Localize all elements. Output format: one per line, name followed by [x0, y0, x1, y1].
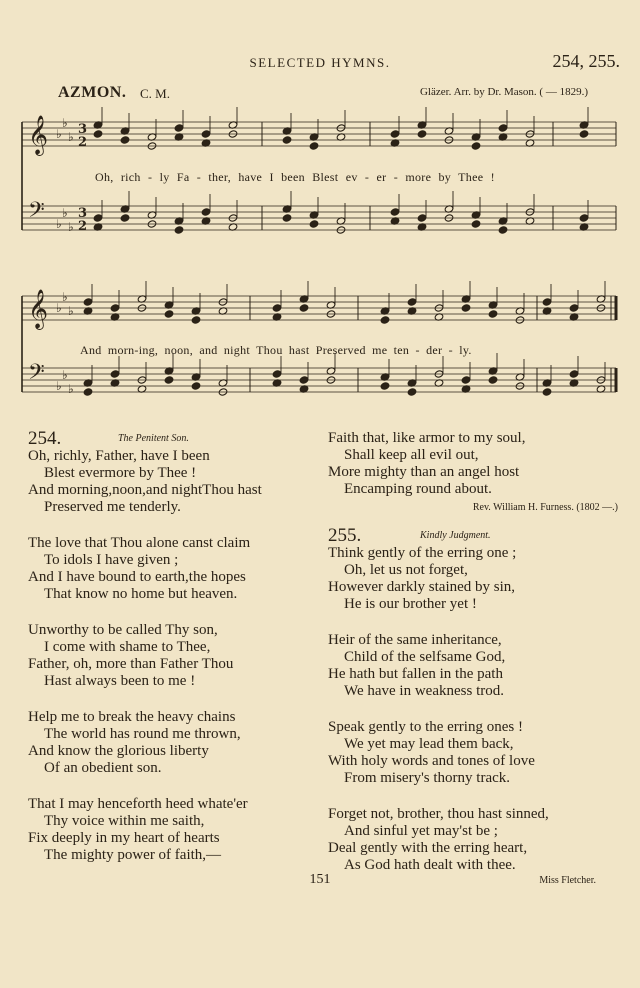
note-head [309, 142, 319, 150]
flat-icon: ♭ [62, 116, 68, 130]
verse-line: Thy voice within me saith, [44, 813, 205, 829]
tune-credit: Gläzer. Arr. by Dr. Mason. ( — 1829.) [419, 86, 588, 98]
time-signature: 3 [78, 122, 88, 137]
note-head [471, 142, 481, 150]
note-head [201, 208, 211, 216]
note-head [471, 220, 481, 228]
note-head [579, 130, 589, 138]
verse-line: And I have bound to earth,the hopes [28, 569, 246, 585]
note-head [272, 304, 282, 312]
treble-clef-icon: 𝄞 [28, 115, 49, 155]
verse-line: And know the glorious liberty [28, 743, 209, 759]
note-head [110, 304, 120, 312]
note-head [83, 298, 93, 306]
note-head [164, 310, 174, 318]
note-head [417, 214, 427, 222]
hymn-255-verse-3 [328, 719, 618, 787]
tune-meter: C. M. [140, 86, 170, 101]
verse-line: That I may henceforth heed whate'er [28, 796, 248, 812]
page-number: 151 [309, 872, 331, 887]
verse-line: However darkly stained by sin, [328, 579, 516, 595]
note-head [407, 298, 417, 306]
hymn-254-verse-4 [28, 709, 320, 777]
verse-line: Child of the selfsame God, [344, 649, 506, 665]
note-head [83, 388, 93, 396]
verse-line: From misery's thorny track. [344, 770, 511, 786]
hymn-254-verse-2 [28, 535, 320, 603]
note-head [174, 226, 184, 234]
time-signature: 2 [78, 219, 88, 234]
hymn-255-title: Kindly Judgment. [420, 530, 491, 541]
note-head [390, 130, 400, 138]
tune-name: AZMON. [58, 84, 127, 101]
verse-line: Of an obedient son. [44, 760, 162, 776]
right-column [328, 430, 618, 886]
hymn-255-number: 255. [328, 525, 362, 546]
note-head [542, 388, 552, 396]
verse-line: Oh, let us not forget, [344, 562, 468, 578]
time-signature: 3 [78, 206, 88, 221]
flat-icon: ♭ [56, 379, 62, 393]
flat-icon: ♭ [68, 304, 74, 318]
flat-icon: ♭ [56, 301, 62, 315]
lyric-line-1: Oh, rich - ly Fa - ther, have I been Blest ev - er - more by Thee ! [95, 170, 495, 184]
note-head [390, 208, 400, 216]
note-head [569, 370, 579, 378]
note-head [93, 214, 103, 222]
verse-line: More mighty than an angel host [328, 464, 520, 480]
note-head [309, 220, 319, 228]
hymn-254-verse-5 [28, 796, 320, 864]
verse-line: Oh, richly, Father, have I been [28, 448, 210, 464]
verse-line: As God hath dealt with thee. [344, 857, 516, 873]
hymn-255-verse-4 [328, 806, 618, 874]
verse-line: The love that Thou alone canst claim [28, 535, 251, 551]
verse-line: We have in weakness trod. [344, 683, 504, 699]
hymn-255-heading [328, 525, 618, 545]
verse-line: Blest evermore by Thee ! [44, 465, 197, 481]
note-head [272, 370, 282, 378]
note-head [299, 304, 309, 312]
verse-line: Deal gently with the erring heart, [328, 840, 528, 856]
verse-line: Father, oh, more than Father Thou [28, 656, 234, 672]
flat-icon: ♭ [56, 217, 62, 231]
note-head [174, 124, 184, 132]
verse-line: Heir of the same inheritance, [328, 632, 502, 648]
verse-line: He is our brother yet ! [344, 596, 477, 612]
note-head [461, 376, 471, 384]
note-head [498, 124, 508, 132]
verse-line: And sinful yet may'st be ; [344, 823, 498, 839]
note-head [380, 382, 390, 390]
verse-line: Preserved me tenderly. [44, 499, 181, 515]
verse-line: Hast always been to me ! [44, 673, 196, 689]
flat-icon: ♭ [56, 127, 62, 141]
bass-clef-icon: 𝄢 [28, 198, 45, 228]
verse-line: Speak gently to the erring ones ! [328, 719, 523, 735]
hymn-number-range: 254, 255. [552, 51, 620, 71]
treble-clef-icon: 𝄞 [28, 289, 49, 329]
note-head [191, 316, 201, 324]
verse-line: Forget not, brother, thou hast sinned, [328, 806, 549, 822]
note-head [498, 226, 508, 234]
flat-icon: ♭ [68, 130, 74, 144]
left-column [28, 428, 320, 883]
flat-icon: ♭ [62, 290, 68, 304]
verse-line: And morning,noon,and nightThou hast [28, 482, 262, 498]
note-head [282, 136, 292, 144]
hymn-255-author: Miss Fletcher. [539, 875, 596, 886]
hymn-254-number: 254. [28, 428, 62, 449]
verse-line: That know no home but heaven. [44, 586, 238, 602]
flat-icon: ♭ [68, 220, 74, 234]
note-head [191, 382, 201, 390]
hymn-254-verse-1 [28, 448, 320, 516]
verse-line: I come with shame to Thee, [44, 639, 211, 655]
verse-line: With holy words and tones of love [328, 753, 535, 769]
hymn-254-verse-6 [328, 430, 618, 498]
hymn-254-author: Rev. William H. Furness. (1802 —.) [472, 502, 618, 513]
verse-line: To idols I have given ; [44, 552, 179, 568]
verse-line: Shall keep all evil out, [344, 447, 479, 463]
note-head [282, 214, 292, 222]
note-head [164, 376, 174, 384]
note-head [380, 316, 390, 324]
hymn-254-heading [28, 428, 320, 448]
verse-line: He hath but fallen in the path [328, 666, 503, 682]
running-head: SELECTED HYMNS. [249, 55, 391, 70]
bass-clef-icon: 𝄢 [28, 360, 45, 390]
note-head [579, 214, 589, 222]
hymn-254-title: The Penitent Son. [118, 433, 189, 444]
verse-line: Fix deeply in my heart of hearts [28, 830, 220, 846]
hymn-255-verse-1 [328, 545, 618, 613]
time-signature: 2 [78, 135, 88, 150]
note-head [488, 310, 498, 318]
note-head [488, 376, 498, 384]
verse-line: We yet may lead them back, [344, 736, 514, 752]
verse-line: Help me to break the heavy chains [28, 709, 236, 725]
verse-line: Encamping round about. [344, 481, 492, 497]
flat-icon: ♭ [68, 382, 74, 396]
lyric-line-2: And morn-ing, noon, and night Thou hast Preserved me ten - der - ly. [80, 343, 472, 357]
hymn-255-verse-2 [328, 632, 618, 700]
flat-icon: ♭ [62, 206, 68, 220]
note-head [120, 214, 130, 222]
note-head [407, 388, 417, 396]
note-head [299, 376, 309, 384]
note-head [461, 304, 471, 312]
note-head [110, 370, 120, 378]
note-head [417, 130, 427, 138]
verse-line: Unworthy to be called Thy son, [28, 622, 218, 638]
flat-icon: ♭ [62, 368, 68, 382]
verse-line: The mighty power of faith,— [44, 847, 222, 863]
note-head [93, 130, 103, 138]
verse-line: Think gently of the erring one ; [328, 545, 517, 561]
note-head [542, 298, 552, 306]
note-head [569, 304, 579, 312]
hymn-254-verse-3 [28, 622, 320, 690]
note-head [120, 136, 130, 144]
verse-line: The world has round me thrown, [44, 726, 241, 742]
verse-line: Faith that, like armor to my soul, [328, 430, 526, 446]
note-head [201, 130, 211, 138]
